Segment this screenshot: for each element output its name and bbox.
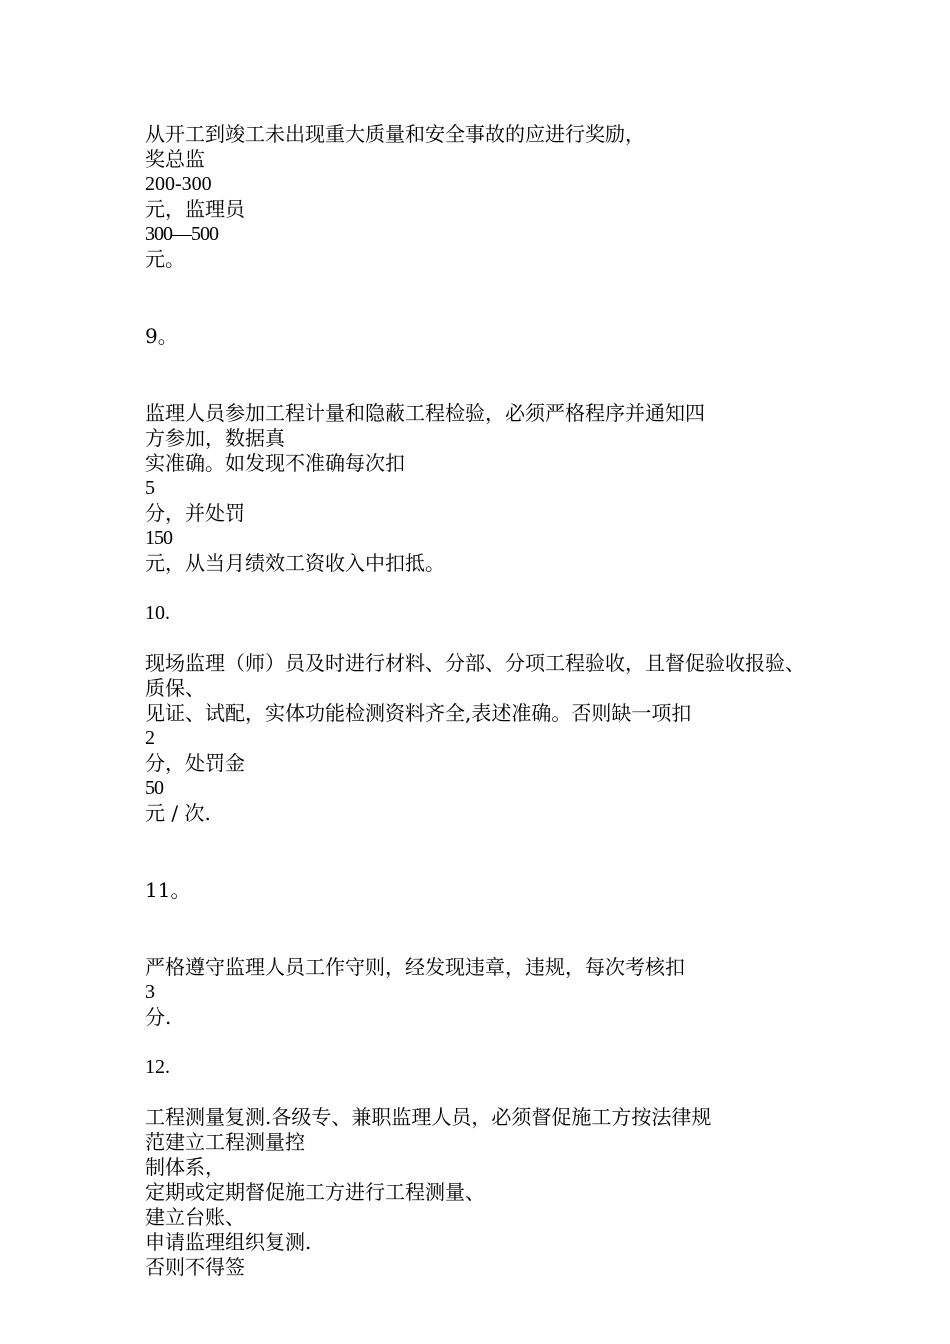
text-line: 元，监理员 [145, 197, 245, 221]
spacer [145, 826, 835, 878]
text-line: 300—500 [145, 223, 218, 245]
text-line: 元，从当月绩效工资收入中扣抵。 [145, 551, 445, 575]
document-body [145, 122, 835, 1280]
section-number: 9。 [145, 324, 178, 348]
text-line: 范建立工程测量控 [145, 1130, 305, 1154]
text-line: 5 [145, 477, 155, 499]
text-line: 3 [145, 981, 155, 1003]
paragraph-survey [145, 1105, 835, 1280]
spacer [145, 1030, 835, 1055]
text-line: 元。 [145, 247, 185, 271]
text-line: 50 [145, 777, 163, 799]
section-number: 10. [145, 602, 170, 624]
paragraph-reward [145, 122, 835, 272]
text-line: 150 [145, 527, 172, 549]
paragraph-conduct [145, 955, 835, 1030]
spacer [145, 576, 835, 601]
text-line: 分，并处罚 [145, 501, 245, 525]
text-line: 2 [145, 727, 155, 749]
text-line: 定期或定期督促施工方进行工程测量、 [145, 1180, 485, 1204]
text-line: 严格遵守监理人员工作守则，经发现违章，违规，每次考核扣 [145, 955, 685, 979]
section-number: 11。 [145, 878, 191, 902]
text-line: 制体系， [145, 1155, 225, 1179]
text-line: 分. [145, 1005, 172, 1029]
text-line: 监理人员参加工程计量和隐蔽工程检验，必须严格程序并通知四 [145, 401, 705, 425]
text-line: 质保、 [145, 676, 205, 700]
text-line: 见证、试配，实体功能检测资料齐全,表述准确。否则缺一项扣 [145, 701, 692, 725]
paragraph-measurement [145, 401, 835, 576]
spacer [145, 349, 835, 401]
text-line: 分，处罚金 [145, 751, 245, 775]
text-line: 从开工到竣工未出现重大质量和安全事故的应进行奖励， [145, 122, 645, 146]
text-line: 实准确。如发现不准确每次扣 [145, 451, 405, 475]
text-line: 方参加，数据真 [145, 426, 285, 450]
text-line: 建立台账、 [145, 1205, 245, 1229]
text-line: 申请监理组织复测. [145, 1230, 312, 1254]
text-line: 否则不得签 [145, 1255, 245, 1279]
spacer [145, 626, 835, 651]
spacer [145, 272, 835, 324]
text-line: 200-300 [145, 173, 212, 195]
spacer [145, 1080, 835, 1105]
paragraph-acceptance [145, 651, 835, 826]
text-line: 奖总监 [145, 147, 205, 171]
spacer [145, 903, 835, 955]
text-line: 现场监理（师）员及时进行材料、分部、分项工程验收，且督促验收报验、 [145, 651, 805, 675]
section-number: 12. [145, 1056, 170, 1078]
text-line: 元 / 次. [145, 801, 211, 825]
text-line: 工程测量复测.各级专、兼职监理人员，必须督促施工方按法律规 [145, 1105, 712, 1129]
